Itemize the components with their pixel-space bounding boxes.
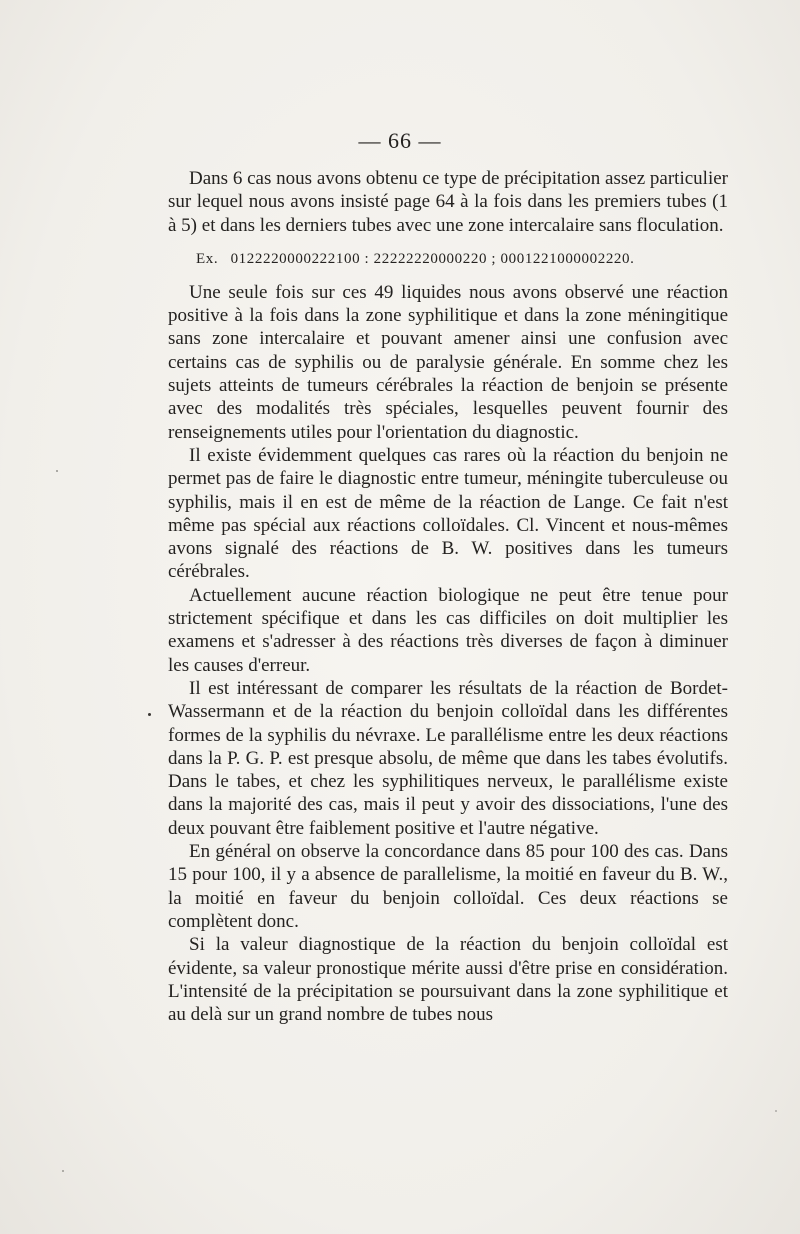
ink-speck [775, 1110, 777, 1112]
paragraph: Une seule fois sur ces 49 liquides nous avons observé une réaction positive à la fois dans la zone syphilitique et dans la zone méningitique sans zone intercalaire et pouvant amener ainsi une confusion avec certains cas de syphilis ou de paralysie générale. En somme chez les sujets atteints de tumeurs cérébrales la réaction de benjoin se présente avec des modalités très spéciales, lesquelles peuvent fournir des renseignements utiles pour l'orientation du diagnostic. [168, 281, 728, 443]
paragraph: Actuellement aucune réaction biologique ne peut être tenue pour strictement spécifique et dans les cas difficiles on doit multiplier les examens et s'adresser à des réactions très diverses de façon à diminuer les causes d'erreur. [168, 584, 728, 676]
ink-speck [148, 713, 151, 716]
example-values: 0122220000222100 : 22222220000220 ; 0001221000002220. [230, 250, 635, 267]
ink-speck [56, 470, 58, 472]
paragraph: Si la valeur diagnostique de la réaction du benjoin colloïdal est évidente, sa valeur pronostique mérite aussi d'être prise en considération. L'intensité de la précipitation se poursuivant dans la zone syphilitique et au delà sur un grand nombre de tubes nous [168, 934, 728, 1026]
ink-speck [62, 1170, 64, 1172]
paragraph: Il est intéressant de comparer les résultats de la réaction de Bordet-Wassermann et de la réaction du benjoin colloïdal dans les différentes formes de la syphilis du névraxe. Le parallélisme entre les deux réactions dans la P. G. P. est presque absolu, de même que dans les tabes évolutifs. Dans le tabes, et chez les syphilitiques nerveux, le parallélisme existe dans la majorité des cas, mais il peut y avoir des dissociations, l'une des deux pouvant être faiblement positive et l'autre négative. [168, 677, 728, 839]
paragraph: Il existe évidemment quelques cas rares où la réaction du benjoin ne permet pas de faire le diagnostic entre tumeur, méningite tuberculeuse ou syphilis, mais il en est de même de la réaction de Lange. Ce fait n'est même pas spécial aux réactions colloïdales. Cl. Vincent et nous-mêmes avons signalé des réactions de B. W. positives dans les tumeurs cérébrales. [168, 444, 728, 583]
body-text [168, 167, 728, 1026]
example-label: Ex. [196, 250, 219, 267]
paragraph: En général on observe la concordance dans 85 pour 100 des cas. Dans 15 pour 100, il y a absence de parallelisme, la moitié en faveur du B. W., la moitié en faveur du benjoin colloïdal. Ces deux réactions se complètent donc. [168, 841, 728, 932]
page-number: — 66 — [358, 128, 442, 153]
paragraph: Dans 6 cas nous avons obtenu ce type de précipitation assez particulier sur lequel nous avons insisté page 64 à la fois dans les premiers tubes (1 à 5) et dans les derniers tubes avec une zone intercalaire sans floculation. [168, 168, 728, 236]
example-line [168, 249, 728, 269]
